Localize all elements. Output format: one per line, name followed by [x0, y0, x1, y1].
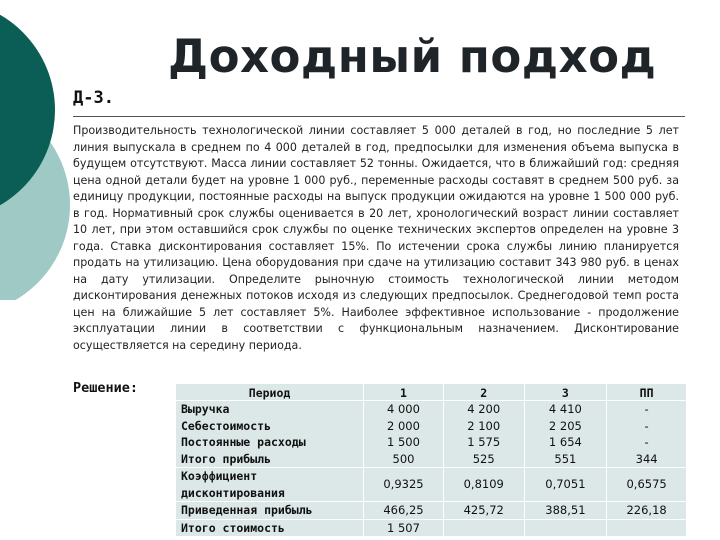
- row-labels-profit: Выручка Себестоимость Постоянные расходы Итого прибыль: [176, 401, 364, 468]
- header-post-forecast: ПП: [607, 384, 687, 401]
- cell-p3-discount: 0,7051: [524, 468, 607, 502]
- cell-pp-profit: - - - 344: [607, 401, 687, 468]
- cell-p1-total: 1 507: [364, 519, 444, 537]
- cell-p3-profit: 4 410 2 205 1 654 551: [524, 401, 607, 468]
- cell-pp-discount: 0,6575: [607, 468, 687, 502]
- header-period-1: 1: [364, 384, 444, 401]
- row-label-discount: Коэффициент дисконтирования: [176, 468, 364, 502]
- cell-p2-discount: 0,8109: [443, 468, 524, 502]
- cell-p2-present-value: 425,72: [443, 502, 524, 520]
- row-label-present-value: Приведенная прибыль: [176, 502, 364, 520]
- decorative-side-circles: [0, 0, 70, 300]
- problem-text: Производительность технологической линии составляет 5 000 деталей в год, но последние 5 лет линия выпускала в среднем по 4 000 деталей в год, предпосылки для изменения объема выпуска в будущем отсутствуют. Масса линии составляет 52 тонны. Ожидается, что в ближайший год: средняя цена одной детали будет на уровне 1 000 руб., переменные расходы составят в среднем 500 руб. за единицу продукции, постоянные расходы на выпуск продукции ожидаются на уровне 1 500 000 руб. в год. Нормативный срок службы оценивается в 20 лет, хронологический возраст линии составляет 10 лет, при этом оставшийся срок службы по оценке технических экспертов определен на уровне 3 года. Ставка дисконтирования составляет 15%. По истечении срока службы линию планируется продать на утилизацию. Цена оборудования при сдаче на утилизацию составит 343 980 руб. в ценах на дату утилизации. Определите рыночную стоимость технологической линии методом дисконтирования денежных потоков исходя из следующих предпосылок. Среднегодовой темп роста цен на ближайшие 5 лет составляет 5%. Наиболее эффективное использование - продолжение эксплуатации линии в соответствии с функциональным назначением. Дисконтирование осуществляется на середину периода.: [73, 124, 679, 352]
- divider-line: [73, 116, 685, 117]
- cell-p3-total-empty: [524, 519, 607, 537]
- cell-p1-discount: 0,9325: [364, 468, 444, 502]
- row-label-total: Итого стоимость: [176, 519, 364, 537]
- header-period-2: 2: [443, 384, 524, 401]
- cell-p2-total-empty: [443, 519, 524, 537]
- table-row: [176, 502, 687, 520]
- cell-pp-total-empty: [607, 519, 687, 537]
- task-id: Д-3.: [73, 88, 114, 108]
- solution-label: Решение:: [73, 380, 139, 396]
- header-period: Период: [176, 384, 364, 401]
- cell-p1-profit: 4 000 2 000 1 500 500: [364, 401, 444, 468]
- slide-title: Доходный подход: [168, 30, 657, 83]
- table-row: [176, 519, 687, 537]
- cell-p2-profit: 4 200 2 100 1 575 525: [443, 401, 524, 468]
- cell-p1-present-value: 466,25: [364, 502, 444, 520]
- cell-p3-present-value: 388,51: [524, 502, 607, 520]
- header-period-3: 3: [524, 384, 607, 401]
- table-row: [176, 401, 687, 468]
- table-row: [176, 468, 687, 502]
- solution-table: [175, 383, 687, 537]
- cell-pp-present-value: 226,18: [607, 502, 687, 520]
- table-header-row: [176, 384, 687, 401]
